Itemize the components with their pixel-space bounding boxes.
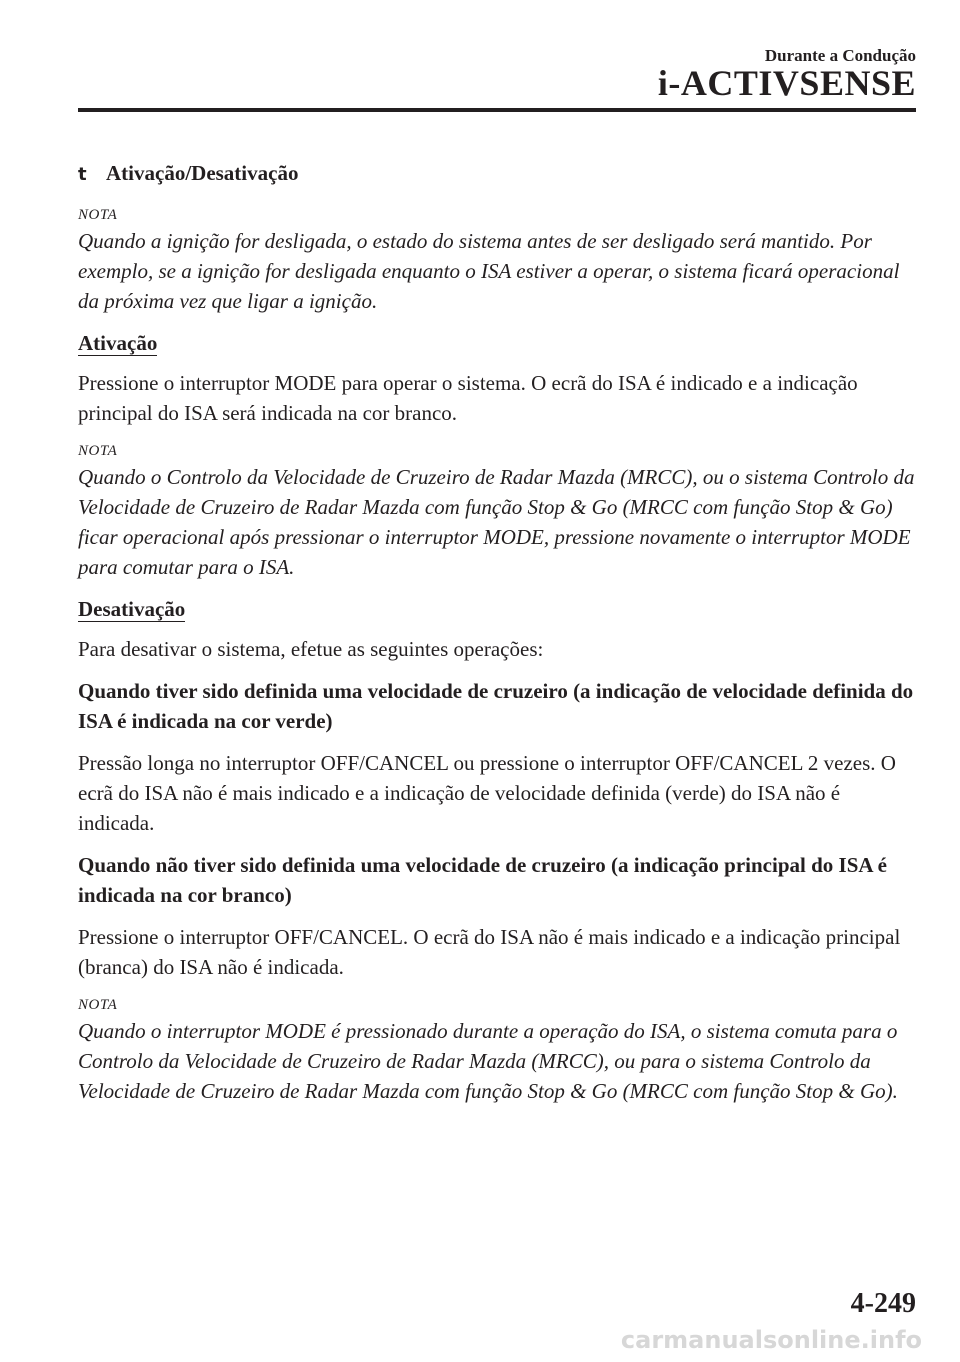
deactivation-intro: Para desativar o sistema, efetue as seguintes operações: [78, 637, 544, 661]
case-text: Pressione o interruptor OFF/CANCEL. O ecrã do ISA não é mais indicado e a indicação principal (branca) do ISA não é indicada. [78, 925, 901, 979]
section-heading-text: Ativação/Desativação [106, 161, 299, 185]
note-label: NOTA [78, 443, 118, 459]
section-marker-icon: t [78, 164, 87, 185]
activation-text: Pressione o interruptor MODE para operar o sistema. O ecrã do ISA é indicado e a indicação principal do ISA será indicada na cor branco. [78, 371, 858, 425]
deactivation-heading: Desativação [78, 597, 186, 621]
page-content [78, 158, 916, 1118]
section-heading [78, 158, 916, 190]
case-text: Pressão longa no interruptor OFF/CANCEL ou pressione o interruptor OFF/CANCEL 2 vezes. O ecrã do ISA não é mais indicado e a indicação de velocidade definida (verde) do ISA não é indicada. [78, 751, 896, 835]
note-text: Quando o interruptor MODE é pressionado durante a operação do ISA, o sistema comuta para o Controlo da Velocidade de Cruzeiro de Radar Mazda (MRCC), ou para o sistema Controlo da Velocidade de Cruzeiro de Radar Mazda com função Stop & Go (MRCC com função Stop & Go). [78, 1019, 898, 1103]
note-text: Quando o Controlo da Velocidade de Cruzeiro de Radar Mazda (MRCC), ou o sistema Controlo da Velocidade de Cruzeiro de Radar Mazda com função Stop & Go (MRCC com função Stop & Go) ficar operacional após pressionar o interruptor MODE, pressione novamente o interruptor MODE para comutar para o ISA. [78, 465, 915, 579]
case-heading: Quando tiver sido definida uma velocidade de cruzeiro (a indicação de velocidade definida do ISA é indicada na cor verde) [78, 679, 914, 733]
header-title: i-ACTIVSENSE [657, 63, 916, 103]
page-number: 4-249 [850, 1288, 916, 1319]
case-heading: Quando não tiver sido definida uma velocidade de cruzeiro (a indicação principal do ISA é indicada na cor branco) [78, 853, 887, 907]
note-text: Quando a ignição for desligada, o estado do sistema antes de ser desligado será mantido. Por exemplo, se a ignição for desligada enquanto o ISA estiver a operar, o sistema ficará operacional da próxima vez que ligar a ignição. [78, 229, 900, 313]
watermark: carmanualsonline.info [620, 1326, 922, 1354]
activation-heading: Ativação [78, 331, 158, 355]
note-label: NOTA [78, 207, 118, 223]
note-label: NOTA [78, 997, 118, 1013]
header-section-label: Durante a Condução [764, 46, 916, 65]
header-rule [78, 108, 916, 112]
